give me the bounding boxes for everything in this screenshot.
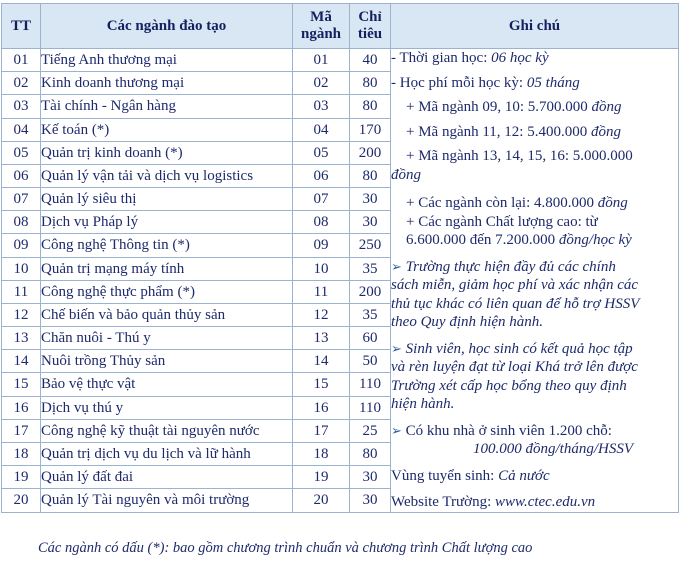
- row-quota: 250: [350, 234, 391, 257]
- row-program: Quản lý đất đai: [41, 466, 293, 489]
- website-link[interactable]: www.ctec.edu.vn: [495, 494, 596, 510]
- row-code: 15: [293, 373, 350, 396]
- notes-cell: [391, 49, 679, 513]
- header-code-line1: Mã: [310, 9, 332, 25]
- note-scholarship: [391, 340, 678, 414]
- row-code: 06: [293, 164, 350, 187]
- row-code: 04: [293, 118, 350, 141]
- note-tuition: [391, 74, 678, 93]
- row-program: Công nghệ kỹ thuật tài nguyên nước: [41, 419, 293, 442]
- row-tt: 20: [2, 489, 41, 512]
- note-study-time: [391, 49, 678, 68]
- note-fee-4: [391, 194, 678, 213]
- table-row: [2, 49, 679, 72]
- arrow-icon: ➢: [391, 340, 402, 356]
- tuition-label: - Học phí mỗi học kỳ:: [391, 74, 527, 91]
- programs-table: [1, 3, 679, 513]
- row-code: 08: [293, 211, 350, 234]
- row-program: Chế biến và bảo quản thủy sản: [41, 303, 293, 326]
- row-tt: 10: [2, 257, 41, 280]
- row-code: 13: [293, 327, 350, 350]
- row-quota: 170: [350, 118, 391, 141]
- row-tt: 01: [2, 49, 41, 72]
- row-code: 20: [293, 489, 350, 512]
- row-quota: 110: [350, 373, 391, 396]
- study-time-value: 06 học kỳ: [491, 50, 549, 66]
- row-tt: 17: [2, 419, 41, 442]
- fee5-range: 6.600.000 đến 7.200.000: [406, 232, 559, 248]
- row-program: Dịch vụ thú y: [41, 396, 293, 419]
- row-tt: 03: [2, 95, 41, 118]
- row-tt: 18: [2, 442, 41, 465]
- fee3-label: + Mã ngành 13, 14, 15, 16: 5.000.000: [406, 148, 633, 164]
- note-region: [391, 467, 678, 486]
- region-value: Cả nước: [498, 467, 550, 484]
- row-code: 14: [293, 350, 350, 373]
- row-tt: 05: [2, 141, 41, 164]
- row-quota: 25: [350, 419, 391, 442]
- row-quota: 40: [350, 49, 391, 72]
- row-quota: 50: [350, 350, 391, 373]
- study-time-label: - Thời gian học:: [391, 50, 492, 66]
- row-quota: 30: [350, 211, 391, 234]
- note-fee-5-range: [391, 231, 678, 250]
- row-code: 02: [293, 72, 350, 95]
- row-quota: 30: [350, 188, 391, 211]
- row-tt: 06: [2, 164, 41, 187]
- row-quota: 80: [350, 95, 391, 118]
- footnote: Các ngành có dấu (*): bao gồm chương trình chuẩn và chương trình Chất lượng cao: [38, 540, 533, 556]
- row-program: Tài chính - Ngân hàng: [41, 95, 293, 118]
- note-fee-2: [391, 123, 678, 142]
- arrow-icon: ➢: [391, 258, 402, 274]
- tuition-value: 05 tháng: [526, 74, 580, 91]
- scholar-line1: Sinh viên, học sinh có kết quả học tập: [401, 340, 633, 357]
- row-program: Quản trị kinh doanh (*): [41, 141, 293, 164]
- fee5-unit: đồng/học kỳ: [558, 232, 632, 248]
- header-tt: TT: [2, 4, 41, 49]
- row-program: Quản lý Tài nguyên và môi trường: [41, 489, 293, 512]
- row-tt: 09: [2, 234, 41, 257]
- row-program: Công nghệ thực phẩm (*): [41, 280, 293, 303]
- row-quota: 30: [350, 489, 391, 512]
- scholar-line4: hiện hành.: [391, 396, 455, 412]
- row-code: 12: [293, 303, 350, 326]
- region-label: Vùng tuyển sinh:: [391, 467, 499, 484]
- row-quota: 35: [350, 257, 391, 280]
- row-code: 18: [293, 442, 350, 465]
- row-quota: 200: [350, 280, 391, 303]
- row-program: Quản trị dịch vụ du lịch và lữ hành: [41, 442, 293, 465]
- policy-line2: sách miễn, giảm học phí và xác nhận các: [391, 277, 639, 293]
- row-program: Tiếng Anh thương mại: [41, 49, 293, 72]
- row-program: Kế toán (*): [41, 118, 293, 141]
- row-program: Dịch vụ Pháp lý: [41, 211, 293, 234]
- header-code-line2: ngành: [300, 26, 342, 42]
- note-fee-5: [391, 213, 678, 232]
- row-quota: 80: [350, 72, 391, 95]
- policy-line3: thủ tục khác có liên quan để hỗ trợ HSSV: [391, 295, 640, 312]
- row-tt: 13: [2, 327, 41, 350]
- row-code: 17: [293, 419, 350, 442]
- header-quota-line2: tiêu: [357, 26, 383, 42]
- row-tt: 14: [2, 350, 41, 373]
- header-quota: [350, 4, 391, 49]
- row-code: 10: [293, 257, 350, 280]
- row-quota: 200: [350, 141, 391, 164]
- header-program: Các ngành đào tạo: [41, 4, 293, 49]
- row-quota: 35: [350, 303, 391, 326]
- note-policy: [391, 258, 678, 332]
- row-program: Kinh doanh thương mại: [41, 72, 293, 95]
- row-program: Quản trị mạng máy tính: [41, 257, 293, 280]
- header-notes: Ghi chú: [391, 4, 679, 49]
- row-tt: 04: [2, 118, 41, 141]
- row-code: 11: [293, 280, 350, 303]
- row-tt: 15: [2, 373, 41, 396]
- policy-line4: theo Quy định hiện hành.: [391, 314, 544, 330]
- fee4-unit: đồng: [597, 195, 628, 211]
- row-tt: 16: [2, 396, 41, 419]
- header-row: [2, 4, 679, 49]
- row-tt: 19: [2, 466, 41, 489]
- row-program: Nuôi trồng Thủy sản: [41, 350, 293, 373]
- note-fee-3: [391, 147, 678, 166]
- row-program: Quản lý siêu thị: [41, 188, 293, 211]
- policy-line1: Trường thực hiện đầy đủ các chính: [401, 258, 616, 275]
- row-tt: 07: [2, 188, 41, 211]
- row-code: 03: [293, 95, 350, 118]
- row-quota: 110: [350, 396, 391, 419]
- row-tt: 11: [2, 280, 41, 303]
- row-code: 05: [293, 141, 350, 164]
- row-code: 09: [293, 234, 350, 257]
- note-website: [391, 493, 678, 512]
- row-quota: 80: [350, 164, 391, 187]
- fee2-unit: đồng: [590, 123, 621, 140]
- website-label: Website Trường:: [391, 494, 496, 510]
- fee4-label: + Các ngành còn lại: 4.800.000: [406, 195, 598, 211]
- row-code: 07: [293, 188, 350, 211]
- row-quota: 30: [350, 466, 391, 489]
- row-code: 01: [293, 49, 350, 72]
- row-tt: 12: [2, 303, 41, 326]
- fee1-unit: đồng: [591, 99, 622, 115]
- row-program: Công nghệ Thông tin (*): [41, 234, 293, 257]
- header-code: [293, 4, 350, 49]
- row-program: Bảo vệ thực vật: [41, 373, 293, 396]
- note-fee-1: [391, 98, 678, 117]
- row-quota: 60: [350, 327, 391, 350]
- note-fee-3-unit: đồng: [391, 166, 421, 183]
- scholar-line2: và rèn luyện đạt từ loại Khá trở lên được: [391, 359, 638, 375]
- fee5-label: + Các ngành Chất lượng cao: từ: [406, 213, 598, 230]
- row-tt: 08: [2, 211, 41, 234]
- scholar-line3: Trường xét cấp học bổng theo quy định: [391, 377, 627, 394]
- dorm-line1: Có khu nhà ở sinh viên 1.200 chỗ:: [401, 422, 612, 439]
- row-quota: 80: [350, 442, 391, 465]
- row-program: Quản lý vận tải và dịch vụ logistics: [41, 164, 293, 187]
- row-code: 16: [293, 396, 350, 419]
- header-quota-line1: Chỉ: [358, 9, 382, 25]
- row-code: 19: [293, 466, 350, 489]
- arrow-icon: ➢: [391, 422, 402, 438]
- row-tt: 02: [2, 72, 41, 95]
- fee2-label: + Mã ngành 11, 12: 5.400.000: [406, 123, 591, 140]
- fee1-label: + Mã ngành 09, 10: 5.700.000: [406, 99, 592, 115]
- note-dorm: [391, 422, 678, 441]
- row-program: Chăn nuôi - Thú y: [41, 327, 293, 350]
- note-dorm-price: 100.000 đồng/tháng/HSSV: [473, 441, 633, 457]
